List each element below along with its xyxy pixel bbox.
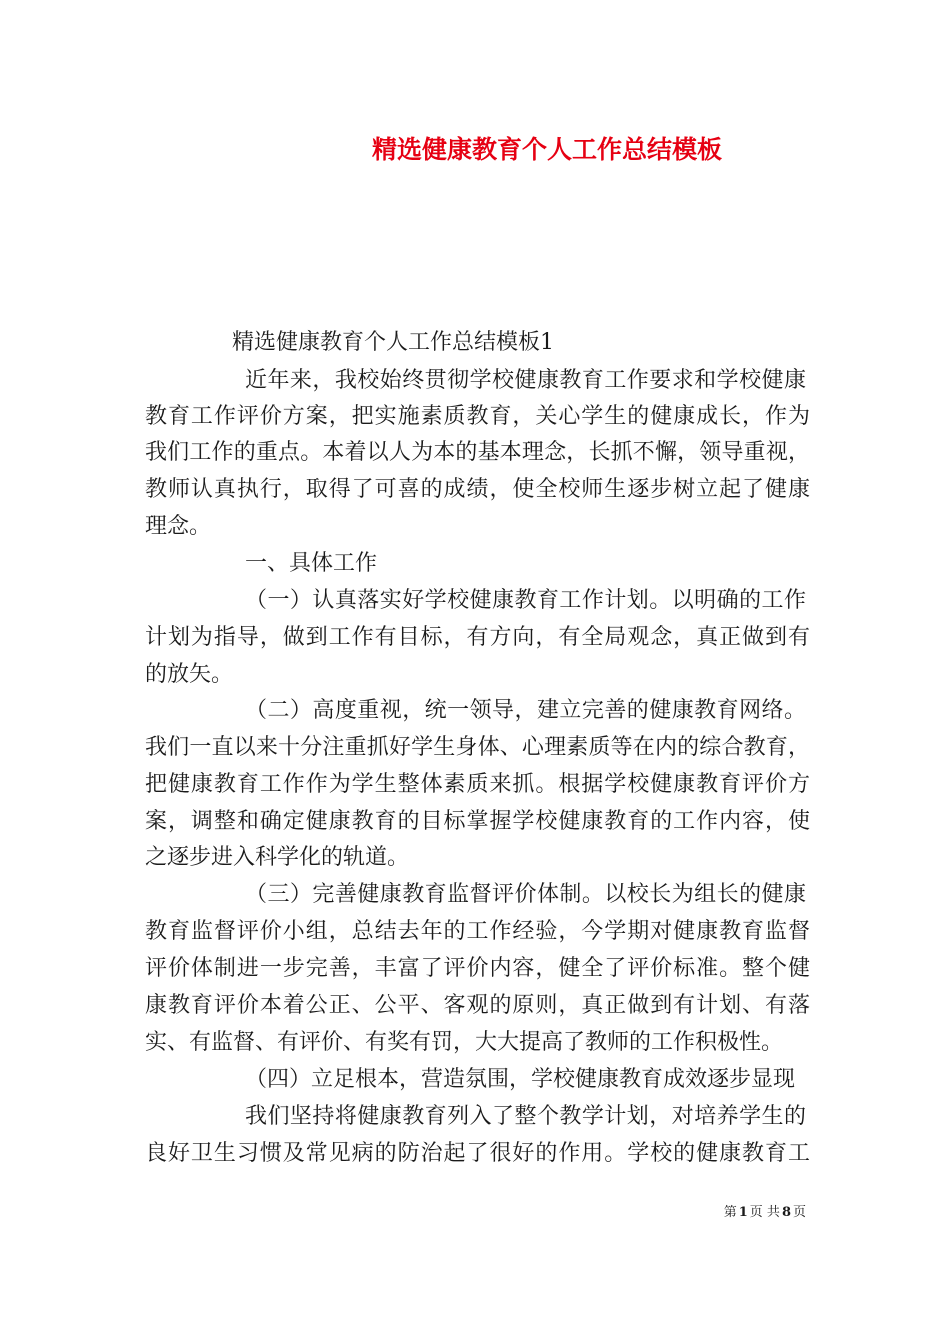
page-number-footer bbox=[724, 1203, 806, 1223]
body-line: 教师认真执行，取得了可喜的成绩，使全校师生逐步树立起了健康 bbox=[145, 477, 810, 502]
body-line: （二）高度重视，统一领导，建立完善的健康教育网络。 bbox=[245, 698, 806, 723]
total-page-count: 8 bbox=[781, 1205, 791, 1220]
section-heading: 一、具体工作 bbox=[245, 551, 378, 576]
body-line: （一）认真落实好学校健康教育工作计划。以明确的工作 bbox=[245, 588, 806, 613]
body-line: 我们坚持将健康教育列入了整个教学计划，对培养学生的 bbox=[245, 1104, 806, 1129]
body-line: 评价体制进一步完善，丰富了评价内容，健全了评价标准。整个健 bbox=[145, 956, 810, 981]
document-title: 精选健康教育个人工作总结模板 bbox=[372, 135, 723, 164]
body-line: 康教育评价本着公正、公平、客观的原则，真正做到有计划、有落 bbox=[145, 993, 810, 1018]
body-line: 我们一直以来十分注重抓好学生身体、心理素质等在内的综合教育， bbox=[145, 735, 810, 760]
current-page-number: 1 bbox=[738, 1205, 748, 1220]
body-line: 实、有监督、有评价、有奖有罚，大大提高了教师的工作积极性。 bbox=[145, 1030, 784, 1055]
body-line: 的放矢。 bbox=[145, 662, 234, 687]
body-line: 良好卫生习惯及常见病的防治起了很好的作用。学校的健康教育工 bbox=[145, 1141, 810, 1166]
body-line: 把健康教育工作作为学生整体素质来抓。根据学校健康教育评价方 bbox=[145, 772, 810, 797]
body-line: 我们工作的重点。本着以人为本的基本理念，长抓不懈，领导重视， bbox=[145, 440, 810, 465]
body-line: 教育监督评价小组，总结去年的工作经验，今学期对健康教育监督 bbox=[145, 919, 810, 944]
body-line: 计划为指导，做到工作有目标，有方向，有全局观念，真正做到有 bbox=[145, 625, 810, 650]
body-line: 理念。 bbox=[145, 514, 212, 539]
body-line: （四）立足根本，营造氛围，学校健康教育成效逐步显现 bbox=[245, 1067, 796, 1092]
body-line: 案，调整和确定健康教育的目标掌握学校健康教育的工作内容，使 bbox=[145, 809, 810, 834]
body-line: 教育工作评价方案，把实施素质教育，关心学生的健康成长，作为 bbox=[145, 404, 810, 429]
footer-mid: 页 共 bbox=[749, 1205, 780, 1220]
body-line: 之逐步进入科学化的轨道。 bbox=[145, 845, 410, 870]
footer-suffix: 页 bbox=[792, 1205, 806, 1220]
body-line: （三）完善健康教育监督评价体制。以校长为组长的健康 bbox=[245, 882, 806, 907]
section-subtitle: 精选健康教育个人工作总结模板1 bbox=[232, 330, 554, 355]
footer-prefix: 第 bbox=[723, 1205, 737, 1220]
body-line: 近年来，我校始终贯彻学校健康教育工作要求和学校健康 bbox=[245, 368, 806, 393]
